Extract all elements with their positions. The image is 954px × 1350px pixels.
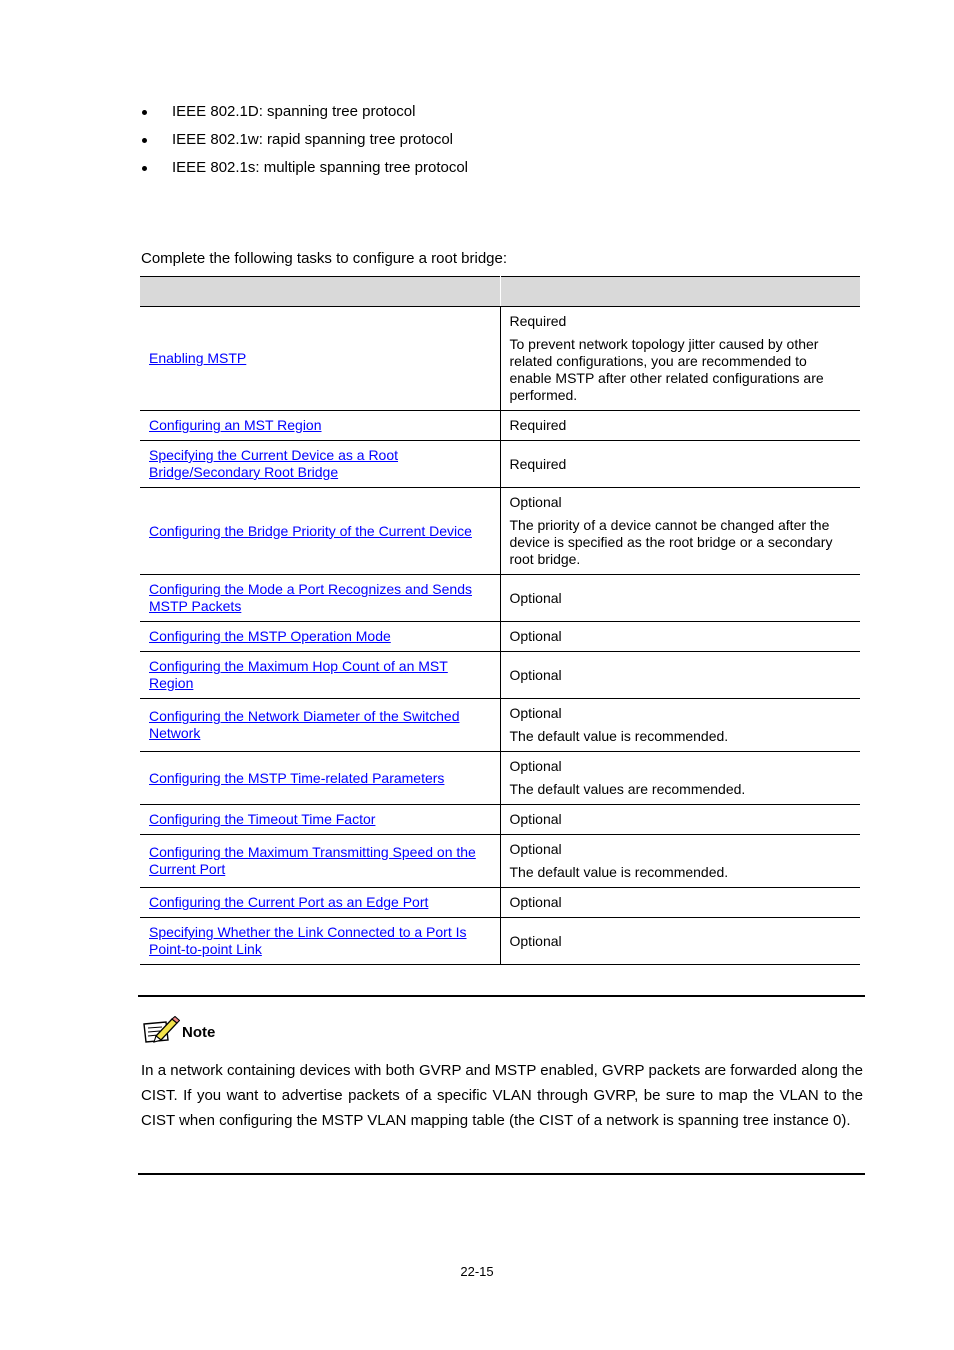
task-cell	[140, 307, 500, 411]
task-link[interactable]: Specifying the Current Device as a Root Bridge/Secondary Root Bridge	[149, 447, 399, 480]
table-row	[140, 888, 860, 918]
root-bridge-task-table	[140, 276, 860, 965]
task-cell	[140, 441, 500, 488]
requirement-status: Optional	[509, 628, 562, 644]
task-cell	[140, 805, 500, 835]
table-row	[140, 575, 860, 622]
task-link[interactable]: Configuring the Maximum Hop Count of an MST Region	[149, 658, 448, 691]
bullet-dot-icon	[142, 110, 147, 115]
task-link[interactable]: Specifying Whether the Link Connected to a Port Is Point-to-point Link	[149, 924, 467, 957]
task-link[interactable]: Enabling MSTP	[149, 350, 247, 366]
table-row	[140, 488, 860, 575]
protocol-bullet-list	[140, 100, 468, 184]
requirement-status: Optional	[509, 666, 562, 683]
task-cell	[140, 622, 500, 652]
remark-text: The default values are recommended.	[509, 781, 746, 797]
table-row	[140, 622, 860, 652]
task-link[interactable]: Configuring the MSTP Time-related Parameters	[149, 769, 445, 786]
remark-text: The default value is recommended.	[509, 864, 729, 880]
task-cell	[140, 411, 500, 441]
requirement-status: Optional	[509, 894, 562, 910]
column-header-task	[140, 277, 500, 307]
table-header-row	[140, 277, 860, 307]
requirement-status: Optional	[509, 932, 562, 949]
remarks-cell	[500, 652, 860, 699]
bullet-text: IEEE 802.1s: multiple spanning tree protocol	[172, 159, 469, 176]
table-row	[140, 918, 860, 965]
page-number: 22-15	[460, 1264, 494, 1279]
task-link[interactable]: Configuring an MST Region	[149, 417, 322, 433]
remarks-cell	[500, 488, 860, 575]
remarks-cell	[500, 835, 860, 888]
task-link[interactable]: Configuring the Current Port as an Edge Port	[149, 894, 429, 910]
task-link[interactable]: Configuring the Network Diameter of the Switched Network	[149, 708, 460, 741]
task-link[interactable]: Configuring the Bridge Priority of the Current Device	[149, 522, 472, 539]
table-body	[140, 307, 860, 965]
note-top-rule	[138, 995, 865, 997]
note-label: Note	[182, 1024, 216, 1041]
remark-text: The priority of a device cannot be changed after the device is specified as the root bridge or a secondary root bridge.	[509, 517, 833, 567]
bullet-item	[140, 100, 468, 128]
bullet-text: IEEE 802.1w: rapid spanning tree protocol	[172, 131, 454, 148]
bullet-text: IEEE 802.1D: spanning tree protocol	[172, 103, 416, 120]
bullet-item	[140, 128, 468, 156]
note-heading	[142, 1016, 215, 1044]
remarks-cell	[500, 918, 860, 965]
remarks-cell	[500, 575, 860, 622]
requirement-status: Optional	[509, 705, 562, 721]
requirement-status: Required	[509, 417, 567, 433]
table-row	[140, 441, 860, 488]
task-cell	[140, 835, 500, 888]
task-link[interactable]: Configuring the Maximum Transmitting Speed on the Current Port	[149, 844, 476, 877]
requirement-status: Required	[509, 455, 567, 472]
remark-text: To prevent network topology jitter caused by other related configurations, you are recommended to enable MSTP after other related configurations are performed.	[509, 336, 824, 403]
table-row	[140, 411, 860, 441]
note-bottom-rule	[138, 1173, 865, 1175]
bullet-item	[140, 156, 468, 184]
requirement-status: Optional	[509, 589, 562, 606]
task-link[interactable]: Configuring the MSTP Operation Mode	[149, 628, 391, 644]
task-cell	[140, 652, 500, 699]
task-cell	[140, 575, 500, 622]
remarks-cell	[500, 752, 860, 805]
remarks-cell	[500, 805, 860, 835]
table-row	[140, 699, 860, 752]
requirement-status: Optional	[509, 811, 562, 827]
task-cell	[140, 918, 500, 965]
bullet-dot-icon	[142, 138, 147, 143]
remark-text: The default value is recommended.	[509, 728, 729, 744]
task-cell	[140, 699, 500, 752]
column-header-remarks	[500, 277, 860, 307]
table-row	[140, 835, 860, 888]
remarks-cell	[500, 699, 860, 752]
bullet-dot-icon	[142, 166, 147, 171]
note-pencil-icon	[142, 1016, 180, 1044]
requirement-status: Required	[509, 313, 567, 329]
note-text: In a network containing devices with both GVRP and MSTP enabled, GVRP packets are forwarded along the CIST. If you want to advertise packets of a specific VLAN through GVRP, be sure to map the VLAN to the CIST when configuring the MSTP VLAN mapping table (the CIST of a network is spanning tree instance 0).	[141, 1062, 863, 1129]
remarks-cell	[500, 307, 860, 411]
task-link[interactable]: Configuring the Mode a Port Recognizes and Sends MSTP Packets	[149, 581, 472, 614]
table-row	[140, 805, 860, 835]
requirement-status: Optional	[509, 494, 562, 510]
task-cell	[140, 752, 500, 805]
task-link[interactable]: Configuring the Timeout Time Factor	[149, 811, 376, 827]
table-row	[140, 307, 860, 411]
remarks-cell	[500, 888, 860, 918]
requirement-status: Optional	[509, 841, 562, 857]
remarks-cell	[500, 622, 860, 652]
requirement-status: Optional	[509, 758, 562, 774]
remarks-cell	[500, 411, 860, 441]
task-cell	[140, 888, 500, 918]
table-row	[140, 752, 860, 805]
remarks-cell	[500, 441, 860, 488]
intro-text: Complete the following tasks to configure a root bridge:	[141, 250, 508, 267]
table-row	[140, 652, 860, 699]
task-cell	[140, 488, 500, 575]
